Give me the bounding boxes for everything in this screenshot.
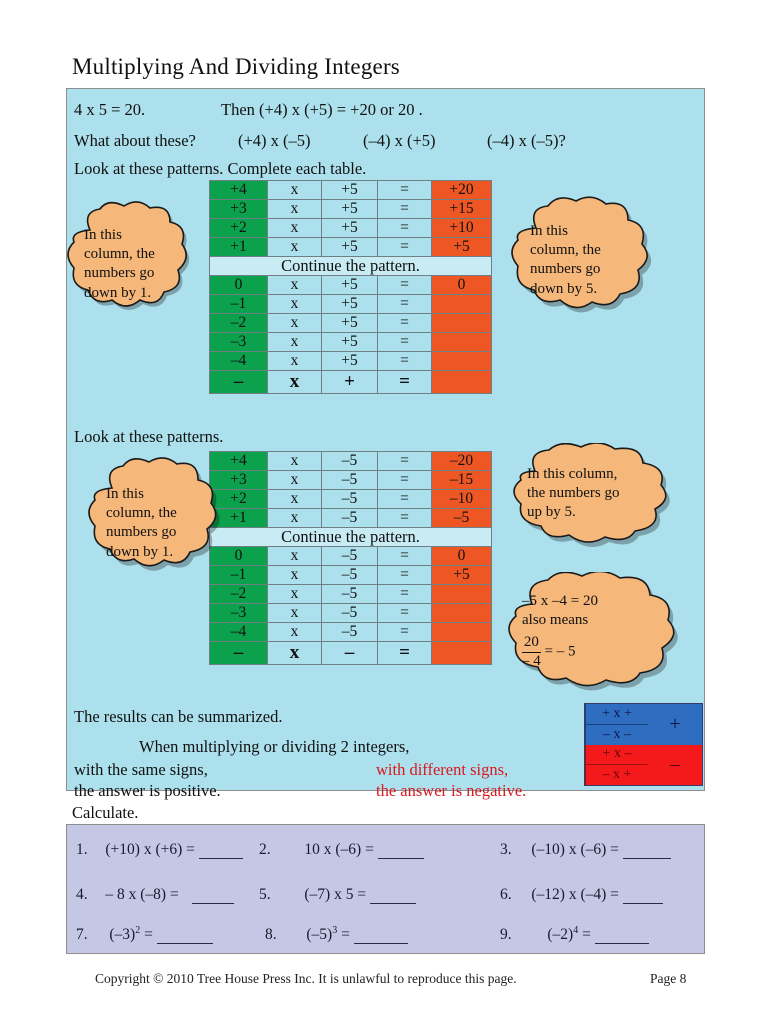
cell-result: –15 — [432, 471, 492, 490]
cell-a: +4 — [210, 452, 268, 471]
footer-page-number: Page 8 — [650, 971, 687, 986]
cell-eq: = — [378, 585, 432, 604]
intro-question-label: What about these? — [74, 131, 196, 150]
sign-rules-box — [584, 703, 703, 786]
cell-result-sign[interactable] — [432, 642, 492, 665]
cell-a: –4 — [210, 623, 268, 642]
answer-blank[interactable] — [354, 943, 408, 944]
cell-b-sign: – — [322, 642, 378, 665]
cloud-text — [498, 572, 688, 670]
cell-b: –5 — [322, 509, 378, 528]
cloud-text — [66, 200, 197, 303]
question-tail: = — [341, 926, 350, 944]
cell-op: x — [268, 295, 322, 314]
cell-a-sign: – — [210, 642, 268, 665]
table-row — [210, 623, 492, 642]
cloud-line: column, the — [84, 246, 155, 263]
cell-b: +5 — [322, 238, 378, 257]
callout-cloud-right-table2 — [503, 443, 681, 547]
table-row — [210, 604, 492, 623]
cell-op: x — [268, 219, 322, 238]
cell-eq: = — [378, 509, 432, 528]
cell-eq-sign: = — [378, 642, 432, 665]
table-row — [210, 238, 492, 257]
question-expression: (–7) x 5 = — [304, 886, 367, 903]
table-row — [210, 452, 492, 471]
question-9 — [500, 925, 649, 944]
summary-line1: The results can be summarized. — [74, 707, 283, 726]
intro-expression-a: (+4) x (–5) — [238, 131, 311, 150]
cell-result: +5 — [432, 238, 492, 257]
cell-result[interactable]: +5 — [432, 566, 492, 585]
cell-a: +4 — [210, 181, 268, 200]
cell-eq: = — [378, 547, 432, 566]
cell-b: –5 — [322, 490, 378, 509]
question-number: 5. — [259, 886, 271, 903]
intro-line1-right: Then (+4) x (+5) = +20 or 20 . — [221, 100, 423, 119]
cell-b: +5 — [322, 276, 378, 295]
cloud-line: In this — [530, 223, 568, 239]
table-row — [210, 219, 492, 238]
answer-blank[interactable] — [157, 943, 213, 944]
cell-result-blank[interactable] — [432, 604, 492, 623]
question-3 — [500, 841, 671, 859]
cloud-line: In this column, — [527, 466, 618, 482]
question-5 — [259, 886, 416, 904]
continue-pattern-row — [210, 257, 492, 276]
cell-a: –2 — [210, 585, 268, 604]
cell-eq: = — [378, 295, 432, 314]
cell-b: +5 — [322, 314, 378, 333]
exponent: 3 — [332, 925, 338, 936]
question-number: 6. — [500, 886, 512, 903]
pattern-table-1-body — [210, 181, 492, 394]
table-row — [210, 585, 492, 604]
cloud-line: numbers go — [530, 261, 601, 278]
cloud-line: In this — [106, 486, 144, 502]
question-expression: (–3) — [109, 926, 136, 944]
cloud-line: up by 5. — [527, 504, 576, 521]
page-title: Multiplying And Dividing Integers — [72, 54, 400, 79]
cell-b: –5 — [322, 471, 378, 490]
cell-op: x — [268, 181, 322, 200]
answer-blank[interactable] — [192, 903, 234, 904]
sign-rule-neg-b: – x + — [602, 767, 632, 783]
cell-eq: = — [378, 276, 432, 295]
footer-copyright: Copyright © 2010 Tree House Press Inc. It is unlawful to reproduce this page. — [95, 971, 517, 986]
pattern-table-1 — [209, 180, 492, 394]
cloud-line: column, the — [106, 505, 177, 522]
fraction-numerator: 20 — [523, 634, 539, 651]
answer-blank[interactable] — [595, 943, 649, 944]
instruction-look-patterns: Look at these patterns. — [74, 427, 224, 446]
intro-expression-b: (–4) x (+5) — [363, 131, 436, 150]
sign-rule-pos-a: + x + — [586, 704, 648, 725]
cloud-line: –5 x –4 = 20 — [522, 593, 598, 609]
continue-pattern-label: Continue the pattern. — [210, 528, 492, 547]
cell-eq: = — [378, 219, 432, 238]
cell-a: –1 — [210, 295, 268, 314]
answer-blank[interactable] — [378, 858, 424, 859]
cell-op: x — [268, 490, 322, 509]
cell-op: x — [268, 352, 322, 371]
cell-op-sign: x — [268, 642, 322, 665]
cell-b: +5 — [322, 295, 378, 314]
callout-cloud-left-table2 — [86, 457, 226, 581]
cell-a: +2 — [210, 219, 268, 238]
question-number: 3. — [500, 841, 512, 858]
question-number: 1. — [76, 841, 88, 858]
cloud-line: the numbers go — [527, 485, 620, 502]
cell-b: –5 — [322, 623, 378, 642]
cell-op: x — [268, 509, 322, 528]
cell-result-sign[interactable] — [432, 371, 492, 394]
table-row — [210, 295, 492, 314]
cloud-line: also means — [522, 612, 589, 629]
cell-result-blank[interactable] — [432, 333, 492, 352]
question-number: 9. — [500, 926, 512, 944]
division-fraction — [522, 635, 688, 670]
cloud-line: numbers go — [106, 524, 177, 541]
cell-b: +5 — [322, 219, 378, 238]
cell-eq: = — [378, 471, 432, 490]
question-tail: = — [582, 926, 591, 944]
cell-op: x — [268, 585, 322, 604]
cell-b: +5 — [322, 352, 378, 371]
cell-op: x — [268, 238, 322, 257]
cell-result: –20 — [432, 452, 492, 471]
cell-result: +15 — [432, 200, 492, 219]
cell-a: –4 — [210, 352, 268, 371]
instruction-complete-tables: Look at these patterns. Complete each table. — [74, 159, 367, 178]
table-row — [210, 352, 492, 371]
question-2 — [259, 841, 424, 859]
cloud-text — [508, 196, 658, 299]
callout-cloud-division-example — [498, 572, 688, 694]
question-expression: (–2) — [547, 926, 574, 944]
answer-blank[interactable] — [623, 903, 663, 904]
cloud-line: down by 1. — [84, 284, 152, 301]
cell-result: +10 — [432, 219, 492, 238]
cell-result-blank[interactable] — [432, 295, 492, 314]
callout-cloud-left-table1 — [66, 200, 197, 322]
cell-eq: = — [378, 333, 432, 352]
cell-op: x — [268, 547, 322, 566]
cell-eq: = — [378, 352, 432, 371]
question-6 — [500, 886, 663, 904]
cloud-text — [86, 457, 226, 562]
table-row — [210, 490, 492, 509]
cell-a: +1 — [210, 509, 268, 528]
table-row — [210, 276, 492, 295]
table-row — [210, 333, 492, 352]
intro-expression-c: (–4) x (–5)? — [487, 131, 566, 150]
cell-eq: = — [378, 314, 432, 333]
summary-diff-signs-1: with different signs, — [376, 760, 509, 779]
sign-rule-negative-result: – — [648, 745, 702, 786]
question-expression: (–10) x (–6) = — [531, 841, 619, 858]
table-row — [210, 509, 492, 528]
answer-blank[interactable] — [623, 858, 671, 859]
cell-b: –5 — [322, 452, 378, 471]
cell-b: +5 — [322, 181, 378, 200]
fraction — [522, 635, 541, 670]
question-tail: = — [144, 926, 153, 944]
cell-a: +2 — [210, 490, 268, 509]
question-expression: (+10) x (+6) = — [105, 841, 195, 858]
cell-op: x — [268, 200, 322, 219]
table-row — [210, 471, 492, 490]
cell-b: –5 — [322, 604, 378, 623]
calculate-label: Calculate. — [72, 803, 139, 822]
cell-a: –1 — [210, 566, 268, 585]
sign-summary-row — [210, 642, 492, 665]
cell-a: +1 — [210, 238, 268, 257]
summary-same-signs-1: with the same signs, — [74, 760, 208, 779]
table-row — [210, 547, 492, 566]
cell-op: x — [268, 566, 322, 585]
question-8 — [265, 925, 408, 944]
cell-result: +20 — [432, 181, 492, 200]
cell-result[interactable]: 0 — [432, 547, 492, 566]
cell-a: +3 — [210, 471, 268, 490]
summary-same-signs-2: the answer is positive. — [74, 781, 221, 800]
cell-a: +3 — [210, 200, 268, 219]
cell-result[interactable]: 0 — [432, 276, 492, 295]
cell-a: 0 — [210, 547, 268, 566]
question-expression: (–5) — [306, 926, 333, 944]
fraction-equals: = – 5 — [544, 644, 576, 661]
summary-diff-signs-2: the answer is negative. — [376, 781, 527, 800]
question-number: 7. — [76, 926, 88, 944]
cell-op: x — [268, 333, 322, 352]
cell-op-sign: x — [268, 371, 322, 394]
question-number: 8. — [265, 926, 277, 944]
cell-b: –5 — [322, 585, 378, 604]
table-row — [210, 181, 492, 200]
cell-eq: = — [378, 604, 432, 623]
sign-rule-positive-pairs — [585, 704, 648, 745]
answer-blank[interactable] — [370, 903, 416, 904]
cell-eq-sign: = — [378, 371, 432, 394]
sign-summary-row — [210, 371, 492, 394]
cell-eq: = — [378, 623, 432, 642]
cell-a: –3 — [210, 604, 268, 623]
cell-eq: = — [378, 238, 432, 257]
question-expression: – 8 x (–8) = — [105, 886, 179, 903]
continue-pattern-row — [210, 528, 492, 547]
cloud-line: column, the — [530, 242, 601, 259]
table-row — [210, 566, 492, 585]
question-expression: (–12) x (–4) = — [531, 886, 619, 903]
cell-a: –3 — [210, 333, 268, 352]
cell-b: +5 — [322, 200, 378, 219]
pattern-table-2 — [209, 451, 492, 665]
cloud-line: down by 5. — [530, 280, 598, 297]
cell-eq: = — [378, 566, 432, 585]
cell-result-blank[interactable] — [432, 623, 492, 642]
table-row — [210, 314, 492, 333]
cell-a-sign: – — [210, 371, 268, 394]
cell-b-sign: + — [322, 371, 378, 394]
cell-b: –5 — [322, 566, 378, 585]
cell-result: –10 — [432, 490, 492, 509]
sign-rule-negative-pairs — [585, 745, 648, 786]
cell-result-blank[interactable] — [432, 585, 492, 604]
cell-eq: = — [378, 181, 432, 200]
cell-op: x — [268, 452, 322, 471]
question-1 — [76, 841, 243, 859]
question-4 — [76, 886, 234, 904]
cell-op: x — [268, 623, 322, 642]
cell-eq: = — [378, 490, 432, 509]
cell-result-blank[interactable] — [432, 352, 492, 371]
cloud-line: numbers go — [84, 265, 155, 282]
cell-op: x — [268, 276, 322, 295]
cell-eq: = — [378, 200, 432, 219]
cell-a: –2 — [210, 314, 268, 333]
continue-pattern-label: Continue the pattern. — [210, 257, 492, 276]
cell-b: +5 — [322, 333, 378, 352]
question-expression: 10 x (–6) = — [304, 841, 374, 858]
cell-b: –5 — [322, 547, 378, 566]
summary-line2: When multiplying or dividing 2 integers, — [139, 737, 410, 756]
table-row — [210, 200, 492, 219]
exponent: 4 — [573, 925, 579, 936]
callout-cloud-right-table1 — [508, 196, 658, 324]
sign-rule-positive-result: + — [648, 704, 702, 745]
fraction-denominator: – 4 — [522, 653, 541, 670]
question-7 — [76, 925, 213, 944]
cell-result: –5 — [432, 509, 492, 528]
cell-eq: = — [378, 452, 432, 471]
sign-rule-pos-b: – x – — [603, 726, 631, 742]
cell-result-blank[interactable] — [432, 314, 492, 333]
question-number: 4. — [76, 886, 88, 903]
cell-op: x — [268, 314, 322, 333]
intro-line1-left: 4 x 5 = 20. — [74, 100, 146, 119]
exponent: 2 — [135, 925, 141, 936]
pattern-table-2-body — [210, 452, 492, 665]
cell-op: x — [268, 604, 322, 623]
cloud-line: In this — [84, 227, 122, 243]
question-number: 2. — [259, 841, 271, 858]
sign-rule-neg-a: + x – — [586, 745, 648, 766]
cell-op: x — [268, 471, 322, 490]
cloud-line: down by 1. — [106, 543, 174, 560]
cell-a: 0 — [210, 276, 268, 295]
answer-blank[interactable] — [199, 858, 243, 859]
cloud-text — [503, 443, 681, 523]
